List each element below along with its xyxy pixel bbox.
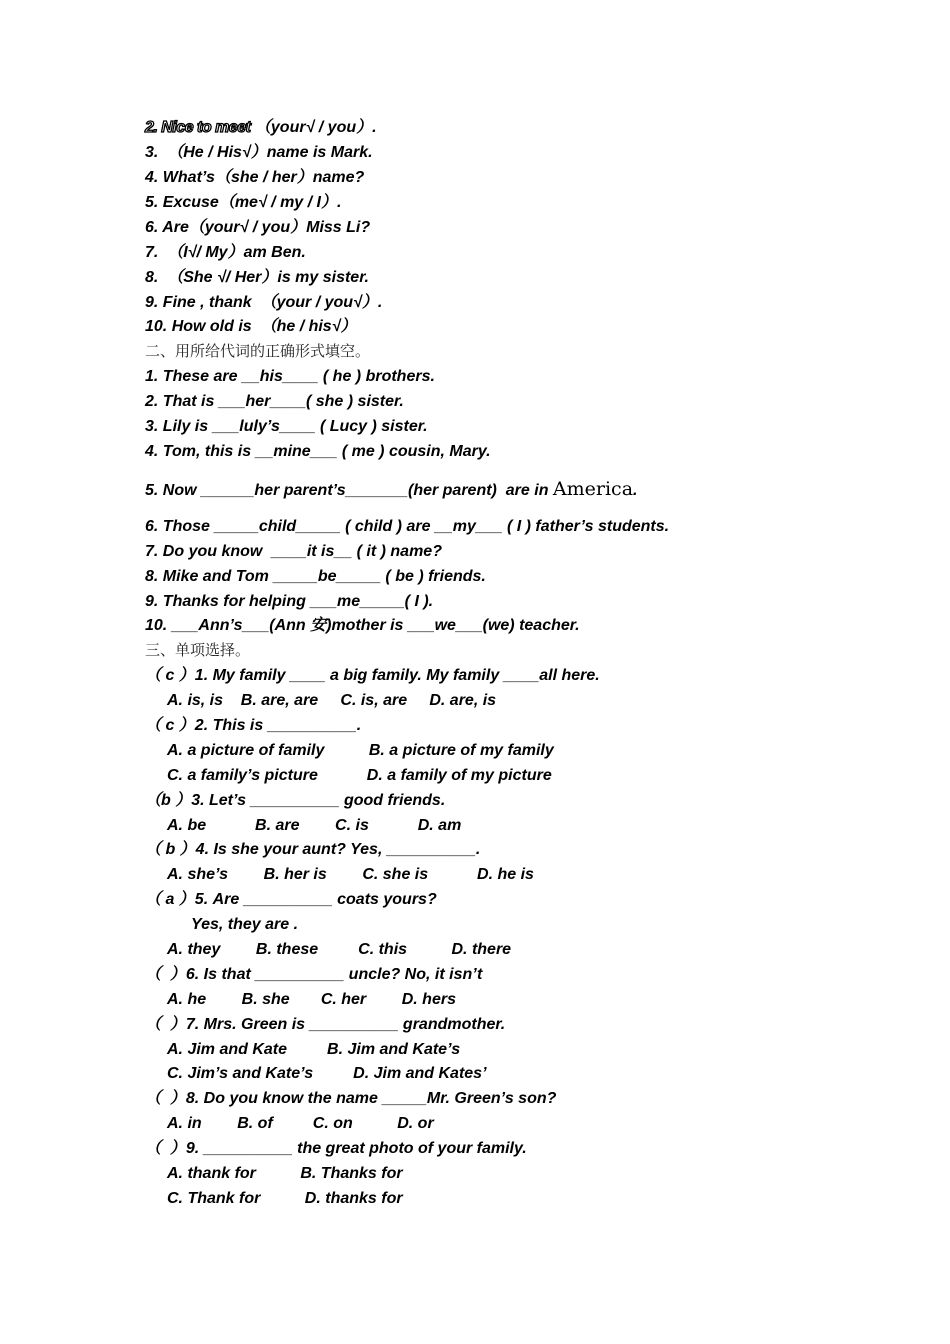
p2-item-7: 7. Do you know ____it is__ ( it ) name? — [145, 543, 442, 560]
q8-options: A. in B. of C. on D. or — [167, 1115, 434, 1132]
q5-options: A. they B. these C. this D. there — [167, 941, 512, 958]
p2-item-9: 9. Thanks for helping ___me_____( I ). — [145, 593, 434, 610]
q7-options-b: C. Jim’s and Kate’s D. Jim and Kates’ — [167, 1065, 487, 1082]
p2-item-5-end: . — [633, 482, 638, 499]
q5-subline: Yes, they are . — [191, 916, 299, 933]
p1-item-3: 3. （He / His√）name is Mark. — [145, 144, 373, 161]
p2-item-10: 10. ___Ann’s___(Ann 安)mother is ___we___(we) teacher. — [145, 617, 580, 634]
section-2-heading: 二、用所给代词的正确形式填空。 — [145, 342, 371, 360]
p2-item-4: 4. Tom, this is __mine___ ( me ) cousin, Mary. — [145, 443, 491, 460]
p2-item-1: 1. These are __his____ ( he ) brothers. — [145, 368, 435, 385]
p1-item-5: 5. Excuse（me√ / my / I）. — [145, 194, 342, 211]
q7-question: （ ）7. Mrs. Green is __________ grandmother. — [145, 1016, 506, 1033]
q2-options-a: A. a picture of family B. a picture of my family — [167, 742, 554, 759]
p2-item-6: 6. Those _____child_____ ( child ) are __my___ ( I ) father’s students. — [145, 518, 670, 535]
q9-options-a: A. thank for B. Thanks for — [167, 1165, 403, 1182]
p1-item-8: 8. （She √/ Her）is my sister. — [145, 269, 369, 286]
p1-item-7: 7. （I√/ My）am Ben. — [145, 244, 306, 261]
p1-item-10: 10. How old is （he / his√） — [145, 318, 357, 335]
q3-question: （b ）3. Let’s __________ good friends. — [145, 792, 446, 809]
p2-item-2: 2. That is ___her____( she ) sister. — [145, 393, 404, 410]
p1-item-2-head: 2. Nice to meet — [145, 119, 251, 136]
q4-options: A. she’s B. her is C. she is D. he is — [167, 866, 534, 883]
q8-question: （ ）8. Do you know the name _____Mr. Green’s son? — [145, 1090, 557, 1107]
p2-item-5-text: 5. Now ______her parent’s_______(her parent) are in — [145, 482, 553, 499]
p1-item-6: 6. Are（your√ / you）Miss Li? — [145, 219, 371, 236]
q6-options: A. he B. she C. her D. hers — [167, 991, 456, 1008]
q9-options-b: C. Thank for D. thanks for — [167, 1190, 403, 1207]
q7-options-a: A. Jim and Kate B. Jim and Kate’s — [167, 1041, 461, 1058]
p2-item-5 — [145, 477, 637, 501]
q1-options: A. is, is B. are, are C. is, are D. are, is — [167, 692, 497, 709]
q2-question: （ c ）2. This is __________. — [145, 717, 362, 734]
q5-question: （ a ）5. Are __________ coats yours? — [145, 891, 437, 908]
q3-options: A. be B. are C. is D. am — [167, 817, 462, 834]
p2-item-5-word: America — [552, 478, 634, 500]
q9-question: （ ）9. __________ the great photo of your family. — [145, 1140, 527, 1157]
q6-question: （ ）6. Is that __________ uncle? No, it isn’t — [145, 966, 483, 983]
p1-item-9: 9. Fine , thank （your / you√）. — [145, 294, 383, 311]
p1-item-2 — [145, 116, 377, 140]
p2-item-8: 8. Mike and Tom _____be_____ ( be ) friends. — [145, 568, 486, 585]
p1-item-2-tail: （your√ / you）. — [254, 119, 377, 136]
section-3-heading: 三、单项选择。 — [145, 641, 251, 659]
p1-item-4: 4. What’s（she / her）name? — [145, 169, 365, 186]
q2-options-b: C. a family’s picture D. a family of my picture — [167, 767, 552, 784]
q1-question: （ c ）1. My family ____ a big family. My family ____all here. — [145, 667, 600, 684]
p2-item-3: 3. Lily is ___luly’s____ ( Lucy ) sister. — [145, 418, 428, 435]
q4-question: （ b ）4. Is she your aunt? Yes, __________. — [145, 841, 481, 858]
